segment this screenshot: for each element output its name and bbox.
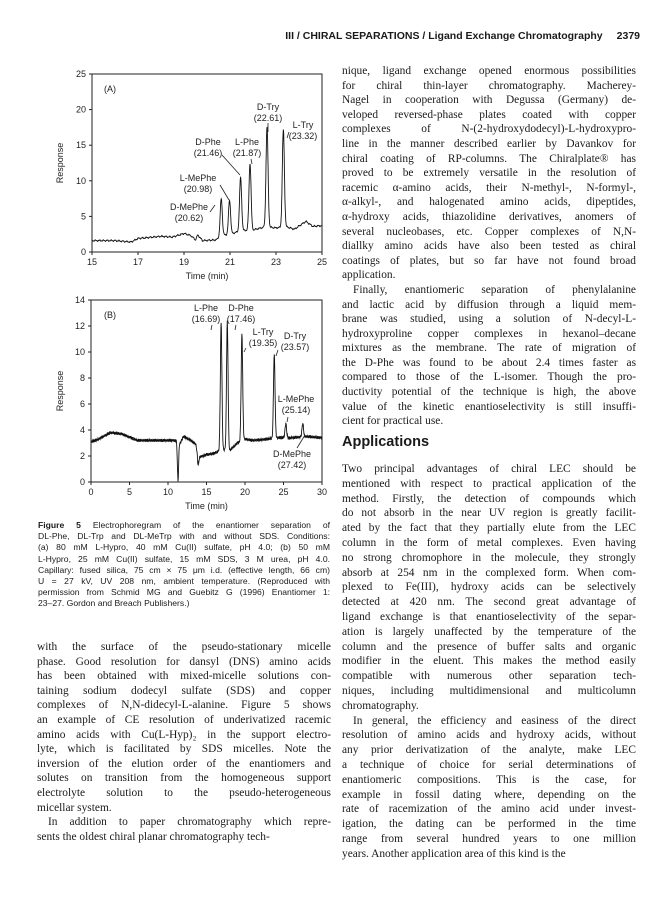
text-line: nique, ligand exchange opened enormous possibilities [342,65,636,77]
text-line: ligand exchange is that enantioselectivity of the separ- [342,610,636,623]
text-line: chiral coating of RP-columns. The Chiralplate® has [342,152,636,165]
text-line: modifier in the eluent. This makes the method easily [342,655,636,668]
peak-leader-line [276,350,278,356]
text-line: racemic α-amino acids, their N-methyl-, N-formyl-, [342,181,636,194]
text-line: range from several hundred years to one million [342,832,636,845]
peak-label: D-MePhe [169,202,209,212]
y-tick-label: 5 [80,211,86,222]
text-line: mixtures as the membrane. The rate of migration of [342,342,636,355]
x-axis-label: Time (min) [185,271,229,281]
y-tick-label: 15 [75,140,86,151]
x-tick-label: 20 [239,487,251,497]
text-line: rate of racemization of the amino acid under invest- [342,803,636,816]
caption-text: Electrophoregram of the enantiomer separation of [92,520,330,530]
text-line: for chiral thin-layer chromatography. Macherey- [342,79,636,92]
peak-label: L-MePhe [277,394,315,404]
text-line: compared to those of the L-isomer. Though the pro- [342,371,636,384]
x-tick-label: 0 [88,487,94,497]
x-tick-label: 21 [224,257,236,267]
text-line: Finally, enantiomeric separation of phenylalanine [353,283,636,296]
peak-leader-line [235,325,236,330]
text-line: amino acids with Cu(L-Hyp)₂ in the support electro- [37,728,331,741]
text-line: complexes of N-(2-hydroxydodecyl)-L-hydroxypro- [342,123,636,136]
peak-label: L-Phe [193,303,219,313]
x-tick-label: 23 [270,257,282,267]
text-line: ation is largely unaffected by the temperature of the [342,625,636,638]
x-tick-label: 30 [316,487,328,497]
y-tick-label: 10 [74,347,85,357]
page-number: 2379 [616,30,640,42]
text-line: diallky amino acids have also been tested as chiral [342,240,636,253]
text-line: cient for practical use. [342,415,444,428]
y-tick-label: 14 [74,295,85,305]
y-tick-label: 6 [79,399,85,409]
peak-label: L-Try [252,327,274,337]
text-line: α-hydroxy acids, thiazolidine derivatives, anomers of [342,210,636,223]
panel-label: (A) [104,84,116,94]
x-tick-label: 15 [201,487,212,497]
y-tick-label: 4 [79,425,85,435]
peak-time-label: (20.98) [183,184,213,194]
text-line: solutes on transition from the homogeneous support [37,772,331,785]
peak-label: D-Phe [228,303,254,313]
text-line: In general, the efficiency and easiness of the direct [353,714,636,727]
right-column-text [342,64,636,429]
x-tick-label: 19 [178,257,190,267]
caption-line: L-Hypro, 25 mM Cu(II) sulfate, 15 mM SDS, 3 M urea, pH 4.0. [38,553,330,564]
text-line: several nucleobases, etc. Copper complexes of N,N- [342,225,636,238]
peak-time-label: (22.61) [253,113,283,123]
text-line: ductivity potential of the technique is high, the above [342,386,636,399]
peak-leader-line [251,159,252,164]
text-line: brane was studied, using a solution of N-decyl-L- [342,313,636,326]
peak-leader-line [222,155,240,175]
plot-frame [92,74,322,252]
text-line: enantiomeric compositions. This is the case, for [342,773,636,786]
text-line: sents the oldest chiral planar chromatography tech- [37,830,270,843]
electropherogram-b [30,290,340,520]
y-axis-label: Response [55,142,65,184]
peak-time-label: (23.57) [280,342,310,352]
figure-label: Figure 5 [38,520,93,530]
text-line: example in fossil dating where, depending on the [342,788,636,801]
caption-line: U = 27 kV, UV 208 nm, ambient temperature. (Reproduced with [38,575,330,586]
text-line: Nagel in cooperation with Degussa (Germany) de- [342,94,636,107]
text-line: method. Firstly, the detection of compounds which [342,492,636,505]
text-line: phase. Good resolution for dansyl (DNS) amino acids [37,655,331,668]
text-line: electrolyte solution to the pseudo-heterogeneous [37,786,331,799]
text-line: coatings of plates, but so far have not found broad [342,254,636,267]
text-line: igation, the dating can be performed in the time [342,818,636,831]
x-tick-label: 17 [132,257,144,267]
text-line: an example of CE resolution of underivatized racemic [37,713,331,726]
text-line: the D-Phe was found to be about 2.4 times faster as [342,356,636,369]
text-line: plexed to Fe(III), hydroxy acids can be selectively [342,581,636,594]
text-line: resolution of amino acids and hydroxy acids, without [342,729,636,742]
text-line: column and the presence of buffer salts and organic [342,640,636,653]
text-line: a technique of choice for serial determinations of [342,758,636,771]
text-line: inversion of the elution order of the enantiomers and [37,757,331,770]
text-line: absorb at 254 nm in the complexed form. When com- [342,566,636,579]
y-tick-label: 2 [79,451,85,461]
peak-time-label: (17.46) [226,314,256,324]
text-line: years. Another application area of this kind is the [342,847,566,860]
peak-time-label: (27.42) [277,460,307,470]
text-line: micellar system. [37,801,112,814]
y-tick-label: 25 [75,69,86,79]
text-line: has been obtained with mixed-micelle solutions con- [37,670,331,683]
text-line: taining sodium dodecyl sulfate (SDS) and copper [37,684,331,697]
peak-time-label: (25.14) [281,405,311,415]
text-line: complexes of N,N-didecyl-L-alanine. Figure 5 shows [37,699,331,712]
figure-caption [38,520,330,610]
peak-leader-line [220,185,229,200]
text-line: value of the kinetic enantioselectivity is still insuffi- [342,400,636,413]
peak-leader-line [210,205,215,212]
peak-time-label: (23.32) [288,131,318,141]
text-line: detected at 420 nm. The second great advantage of [342,596,636,609]
caption-line: DL-Phe, DL-Trp and DL-MeTrp with and without SDS. Conditions: [38,531,330,542]
peak-time-label: (21.87) [232,148,262,158]
caption-line: permission from Schmid MG and Guebitz G (1996) Enantiomer 1: [38,587,330,598]
peak-time-label: (19.35) [248,338,278,348]
running-header [285,30,640,42]
peak-leader-line [287,417,288,422]
x-tick-label: 25 [278,487,289,497]
text-line: ated by the fact that they partially elute from the LEC [342,522,636,535]
peak-label: L-MePhe [179,173,217,183]
running-title: III / CHIRAL SEPARATIONS / Ligand Exchange Chromatography [285,30,603,42]
caption-line: (a) 80 mM L-Hypro, 40 mM Cu(II) sulfate, pH 4.0; (b) 50 mM [38,542,330,553]
y-tick-label: 8 [79,373,85,383]
section-heading-applications: Applications [342,434,430,450]
x-tick-label: 10 [162,487,174,497]
applications-text [342,462,636,862]
peak-label: D-Phe [195,137,221,147]
text-line: α-alkyl-, and halogenated amino acids, dipeptides, [342,196,636,209]
x-tick-label: 5 [126,487,133,497]
caption-line: 23–27. Gordon and Breach Publishers.) [38,598,190,609]
left-column-text [37,640,331,844]
text-line: chromatography. [342,699,419,712]
text-line: In addition to paper chromatography which repre- [48,816,331,829]
peak-label: L-Phe [234,137,260,147]
y-tick-label: 10 [75,175,86,186]
peak-label: D-Try [256,102,280,112]
peak-label: D-MePhe [272,449,312,459]
x-axis-label: Time (min) [185,501,228,511]
peak-time-label: (16.69) [191,314,221,324]
text-line: proved to be extremely versatile in the resolution of [342,167,636,180]
x-tick-label: 15 [86,257,98,267]
text-line: line in the manner described earlier by Davankov for [342,137,636,150]
text-line: veloped reversed-phase plates coated with copper [342,108,636,121]
peak-leader-line [211,325,212,330]
y-tick-label: 0 [79,477,85,487]
y-tick-label: 20 [75,104,86,115]
text-line: no strong chromophore in the molecule, they strongly [342,551,636,564]
text-line: hydroxyproline copper complexes in hexanol–decane [342,327,636,340]
y-axis-label: Response [55,370,65,412]
electropherogram-a [30,60,340,290]
text-line: Two principal advantages of chiral LEC should be [342,463,636,475]
peak-time-label: (21.46) [193,148,223,158]
text-line: column in the form of metal complexes. Even having [342,536,636,549]
text-line: application. [342,269,396,282]
text-line: lyte, which is facilitated by SDS micelles. Note the [37,743,331,756]
caption-line: Capillary: fused silica, 75 cm × 75 μm i.d. (effective length, 66 cm) [38,564,330,575]
panel-label: (B) [104,310,116,320]
caption-line [38,520,330,531]
text-line: and lactic acid by diffusion through a liquid mem- [342,298,636,311]
y-tick-label: 12 [74,321,85,331]
peak-label: L-Try [292,120,314,130]
peak-time-label: (20.62) [174,213,204,223]
x-tick-label: 25 [316,257,328,267]
text-line: niques, including multidimensional and multicolumn [342,684,636,697]
peak-leader-line [244,348,246,352]
text-line: mentioned with respect to practical application of the [342,477,636,490]
text-line: compatible with numerous other separation tech- [342,670,636,683]
peak-label: D-Try [283,331,307,341]
y-tick-label: 0 [80,247,86,257]
text-line: do not absorb in the near UV region is greatly facilit- [342,507,636,520]
text-line: any prior derivatization of the analyte, make LEC [342,744,636,757]
text-line: with the surface of the pseudo-stationary micelle [37,641,331,653]
